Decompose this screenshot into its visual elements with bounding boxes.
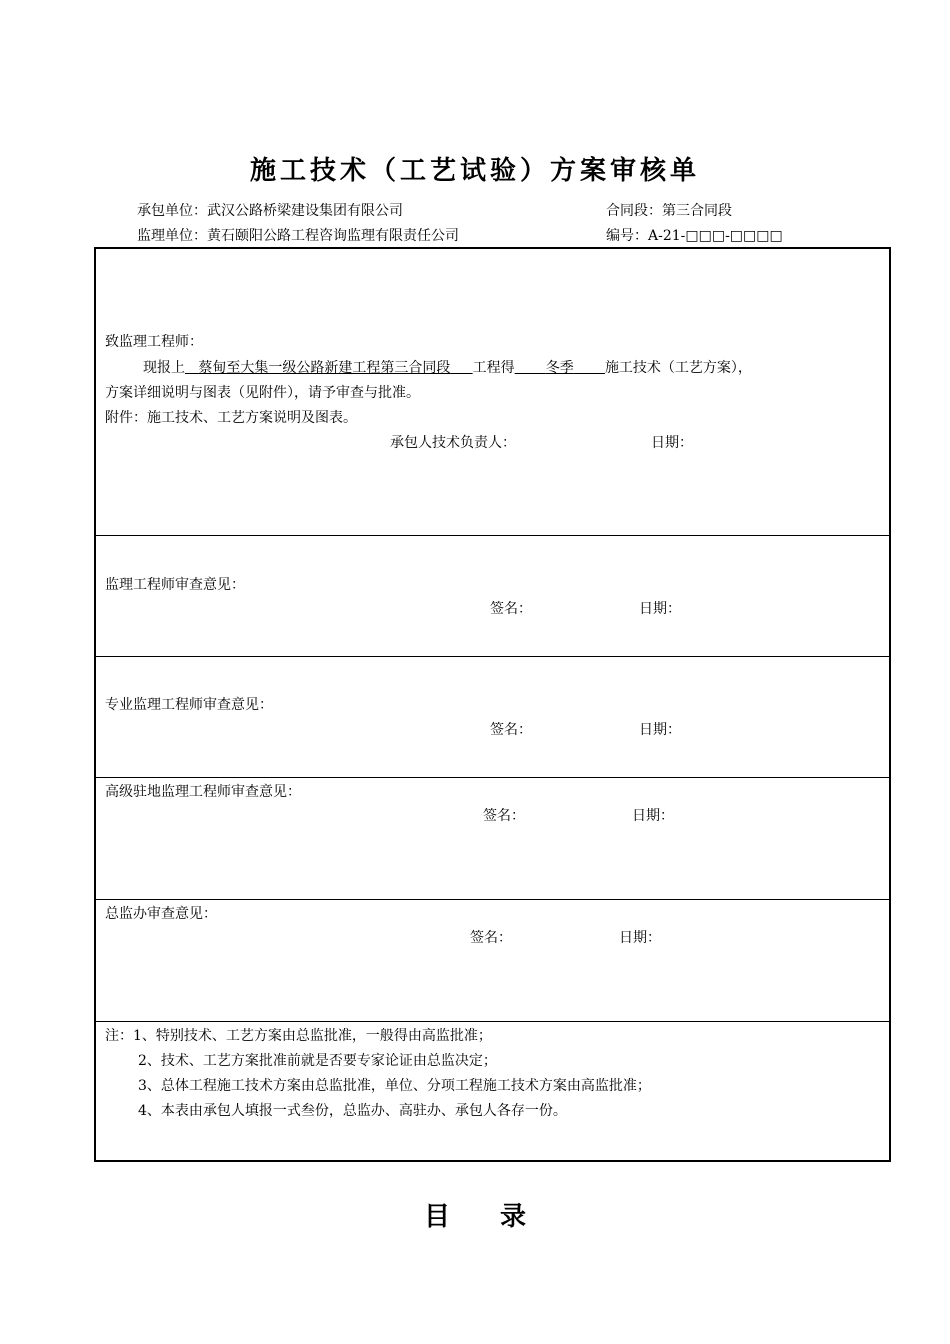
- chief-review-section: [96, 899, 889, 1022]
- note-2: 2、技术、工艺方案批准前就是否要专家论证由总监决定；: [138, 1053, 497, 1069]
- submission-section: [96, 249, 889, 536]
- contractor-unit: 承包单位：武汉公路桥梁建设集团有限公司: [137, 203, 403, 219]
- supervision-unit: 监理单位：黄石颐阳公路工程咨询监理有限责任公司: [137, 228, 459, 244]
- season-field: 冬季: [545, 360, 574, 376]
- form-title: 施工技术（工艺试验）方案审核单: [249, 156, 700, 186]
- submission-line: [143, 359, 752, 377]
- senior-review-section: [96, 777, 889, 900]
- submission-pre: 现报上: [143, 360, 185, 376]
- document-number: 编号：A-21-□□□-□□□□: [606, 228, 783, 244]
- engineer-review-section: [96, 535, 889, 657]
- submission-line-2: 方案详细说明与图表（见附件），请予审查与批准。: [105, 385, 420, 401]
- specialist-review-label: 专业监理工程师审查意见：: [105, 697, 273, 713]
- chief-signature: 签名：: [470, 930, 512, 946]
- note-4: 4、本表由承包人填报一式叁份，总监办、高驻办、承包人各存一份。: [138, 1103, 567, 1119]
- to-engineer: 致监理工程师：: [105, 334, 203, 350]
- senior-signature: 签名：: [483, 808, 525, 824]
- toc-title: 目录: [423, 1202, 576, 1232]
- chief-review-label: 总监办审查意见：: [105, 906, 217, 922]
- note-3: 3、总体工程施工技术方案由总监批准，单位、分项工程施工技术方案由高监批准；: [138, 1078, 651, 1094]
- specialist-date: 日期：: [639, 722, 681, 738]
- contract-section: 合同段：第三合同段: [606, 203, 732, 219]
- submission-mid: 工程得: [472, 360, 515, 376]
- attachment-note: 附件：施工技术、工艺方案说明及图表。: [105, 410, 357, 426]
- note-1: 注：1、特别技术、工艺方案由总监批准，一般得由高监批准；: [105, 1028, 492, 1044]
- engineer-date: 日期：: [639, 601, 681, 617]
- submission-date: 日期：: [651, 435, 693, 451]
- senior-date: 日期：: [632, 808, 674, 824]
- chief-date: 日期：: [619, 930, 661, 946]
- project-name: 蔡甸至大集一级公路新建工程第三合同段: [198, 360, 451, 376]
- specialist-signature: 签名：: [490, 722, 532, 738]
- specialist-review-section: [96, 656, 889, 778]
- contractor-tech-lead: 承包人技术负责人：: [390, 435, 516, 451]
- engineer-review-label: 监理工程师审查意见：: [105, 577, 245, 593]
- engineer-signature: 签名：: [490, 601, 532, 617]
- notes-section: [96, 1021, 889, 1162]
- review-form: [94, 247, 891, 1162]
- submission-post: 施工技术（工艺方案），: [604, 360, 752, 376]
- senior-review-label: 高级驻地监理工程师审查意见：: [105, 784, 301, 800]
